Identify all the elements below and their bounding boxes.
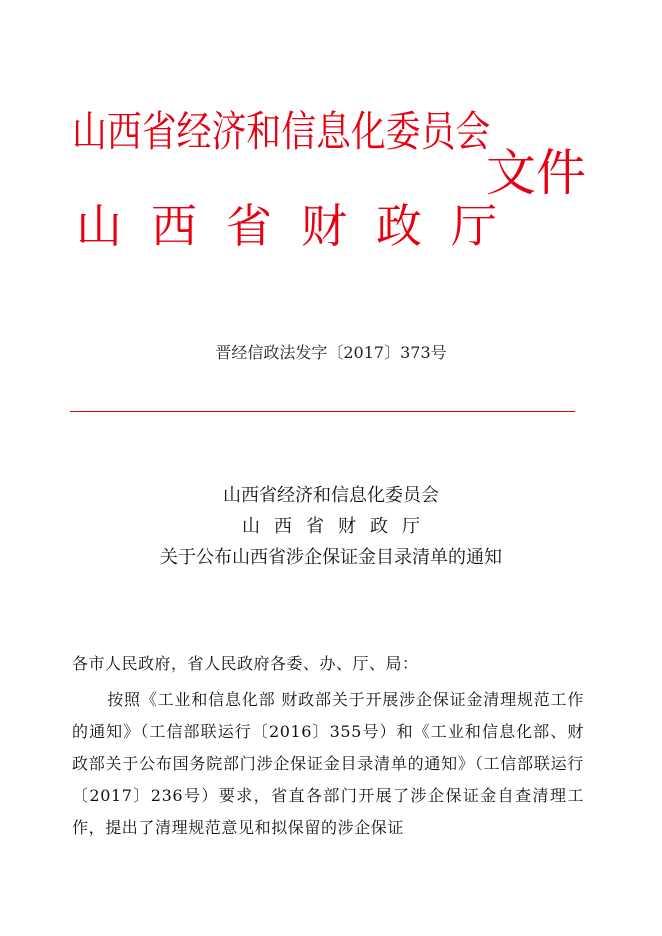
body-paragraph-text: 按照《工业和信息化部 财政部关于开展涉企保证金清理规范工作的通知》（工信部联运行〔2016〕355号）和《工业和信息化部、财政部关于公布国务院部门涉企保证金目录清单的通知》（工信部联运行〔2017〕236号）要求，省直各部门开展了涉企保证金自查清理工作，提出了清理规范意见和拟保留的涉企保证: [72, 690, 584, 837]
title-issuer-2: 山西省财政厅: [242, 516, 434, 537]
issuer-name-line-1: 山西省经济和信息化委员会: [72, 107, 491, 156]
issuer-name-line-2: 山西省财政厅: [76, 199, 526, 253]
salutation: 各市人民政府，省人民政府各委、办、厅、局：: [72, 654, 419, 673]
document-type-label: 文件: [486, 144, 586, 202]
body-paragraph: [72, 684, 584, 844]
document-number: 晋经信政法发字〔2017〕373号: [215, 343, 447, 362]
title-subject: 关于公布山西省涉企保证金目录清单的通知: [160, 547, 502, 568]
document-title: [0, 480, 662, 573]
title-issuer-1: 山西省经济和信息化委员会: [223, 485, 439, 506]
red-divider-line: [70, 411, 575, 412]
